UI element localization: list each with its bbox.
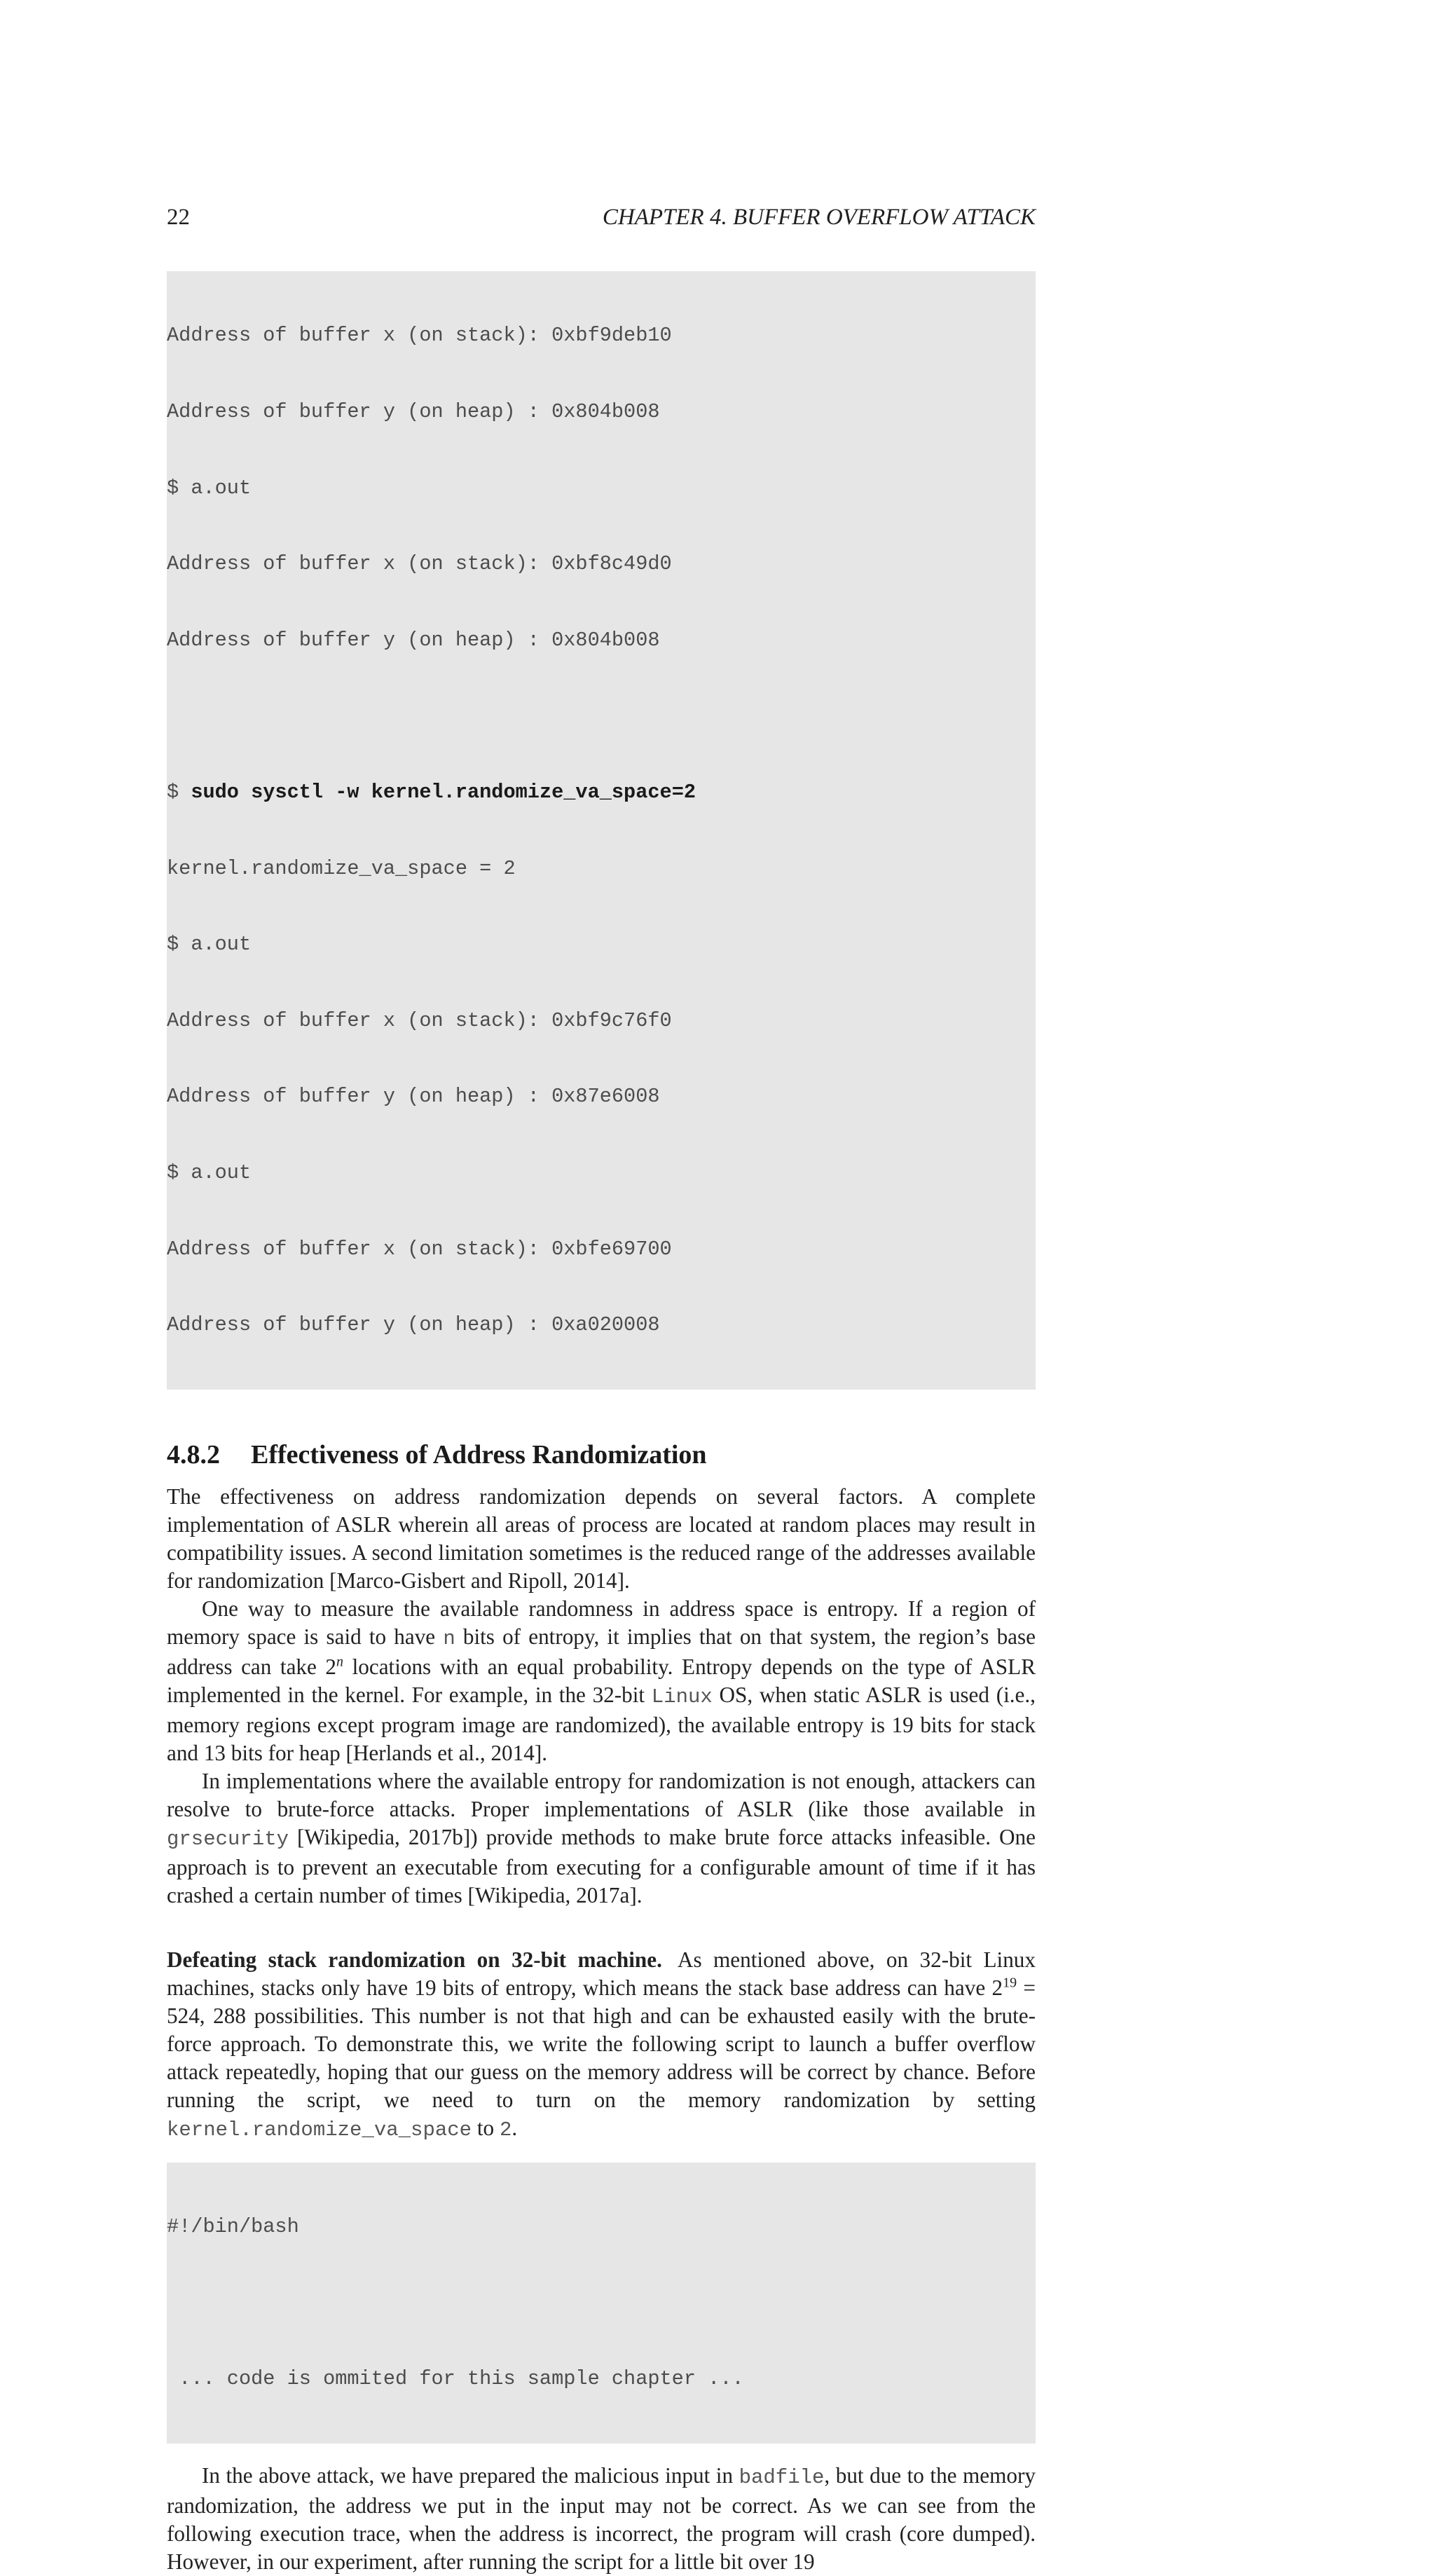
text-run: to bbox=[472, 2115, 500, 2140]
code-line: Address of buffer x (on stack): 0xbf9c76f0 bbox=[167, 1008, 672, 1032]
shell-prompt: $ bbox=[167, 780, 191, 804]
text-run: . bbox=[511, 2115, 518, 2140]
page-number: 22 bbox=[167, 205, 190, 230]
section-title: Effectiveness of Address Randomization bbox=[251, 1439, 707, 1469]
code-line: Address of buffer y (on heap) : 0x87e6008 bbox=[167, 1085, 660, 1109]
code-line: Address of buffer x (on stack): 0xbf9deb10 bbox=[167, 324, 672, 348]
paragraph-attack-trace bbox=[167, 2462, 1036, 2576]
text-run: [Wikipedia, 2017b]) provide methods to make brute force attacks infeasible. One approach is to prevent an executable from executing for a configurable amount of time if it has crashed a certain number of times [Wikipedia, 2017a]. bbox=[167, 1824, 1036, 1907]
code-line-blank bbox=[167, 2291, 1036, 2316]
code-line-shebang: #!/bin/bash bbox=[167, 2215, 299, 2239]
inline-code-n: n bbox=[443, 1626, 455, 1650]
run-in-heading: Defeating stack randomization on 32-bit machine. bbox=[167, 1947, 662, 1972]
inline-code-linux: Linux bbox=[651, 1685, 713, 1708]
sysctl-command: sudo sysctl -w kernel.randomize_va_space=2 bbox=[191, 780, 696, 804]
inline-code-grsecurity: grsecurity bbox=[167, 1827, 289, 1851]
text-run: , but due to the memory randomization, the address we put in the input may not be correct. As we can see from the following execution trace, when the address is incorrect, the program will crash (core dumped). However, in our experiment, after running the script for a little bit over 19 bbox=[167, 2462, 1036, 2574]
code-line: Address of buffer y (on heap) : 0x804b008 bbox=[167, 628, 660, 652]
inline-code-kernel-param: kernel.randomize_va_space bbox=[167, 2118, 472, 2142]
code-line: $ a.out bbox=[167, 1160, 252, 1184]
superscript-n: n bbox=[336, 1654, 344, 1670]
chapter-title: CHAPTER 4. BUFFER OVERFLOW ATTACK bbox=[602, 205, 1036, 230]
code-line-omitted: ... code is ommited for this sample chapter ... bbox=[167, 2367, 744, 2391]
paragraph-entropy bbox=[167, 1595, 1036, 1767]
inline-code-two: 2 bbox=[499, 2118, 512, 2142]
section-number: 4.8.2 bbox=[167, 1439, 220, 1469]
code-block-output bbox=[167, 271, 1036, 1390]
code-line: $ a.out bbox=[167, 476, 252, 500]
code-block-script bbox=[167, 2163, 1036, 2444]
paragraph-defeating-stack bbox=[167, 1946, 1036, 2144]
text-run: OS, when static ASLR is used (i.e., memory regions except program image are randomized), the available entropy is 19 bits for stack and 13 bits for heap [Herlands et al., 2014]. bbox=[167, 1682, 1036, 1765]
text-run: One way to measure the available randomness in address space is entropy. If a region of memory space is said to have bbox=[167, 1596, 1036, 1649]
code-line: Address of buffer x (on stack): 0xbfe69700 bbox=[167, 1237, 672, 1261]
superscript-19: 19 bbox=[1003, 1975, 1017, 1991]
code-line: $ a.out bbox=[167, 933, 252, 957]
text-run: As mentioned above, on 32-bit Linux machines, stacks only have 19 bits of entropy, which means the stack base address can have 2 bbox=[167, 1947, 1036, 2000]
text-run: In implementations where the available entropy for randomization is not enough, attackers can resolve to brute-force attacks. Proper implementations of ASLR (like those available in bbox=[167, 1768, 1036, 1821]
inline-code-badfile: badfile bbox=[739, 2465, 825, 2489]
code-line: Address of buffer x (on stack): 0xbf8c49d0 bbox=[167, 552, 672, 576]
text-run: possibilities. This number is not that high and can be exhausted easily with the brute-force approach. To demonstrate this, we write the following script to launch a buffer overflow attack repeatedly, hoping that our guess on the memory address will be correct by chance. Before running the script, we need to turn on the memory randomization by setting bbox=[167, 2003, 1036, 2112]
code-line: Address of buffer y (on heap) : 0x804b008 bbox=[167, 400, 660, 423]
code-line-command bbox=[167, 780, 1036, 805]
section-heading bbox=[167, 1439, 1036, 1470]
text-run: bits of entropy, it implies that on that system, the region’s base address can take 2 bbox=[167, 1624, 1036, 1679]
text-run: In the above attack, we have prepared the malicious input in bbox=[202, 2462, 739, 2488]
text-run: locations with an equal probability. Entropy depends on the type of ASLR implemented in the kernel. For example, in the 32-bit bbox=[167, 1654, 1036, 1707]
code-line: Address of buffer y (on heap) : 0xa020008 bbox=[167, 1313, 660, 1337]
page bbox=[167, 205, 1036, 2576]
paragraph-bruteforce bbox=[167, 1767, 1036, 1910]
paragraph-intro: The effectiveness on address randomization depends on several factors. A complete implementation of ASLR wherein all areas of process are located at random places may result in compatibility issues. A second limitation sometimes is the reduced range of the addresses available for randomization [Marco-Gisbert and Ripoll, 2014]. bbox=[167, 1484, 1036, 1593]
math-expression: = 524, 288 bbox=[167, 1975, 1036, 2028]
running-header bbox=[167, 205, 1036, 238]
code-line: kernel.randomize_va_space = 2 bbox=[167, 856, 516, 880]
code-line-blank bbox=[167, 704, 1036, 729]
